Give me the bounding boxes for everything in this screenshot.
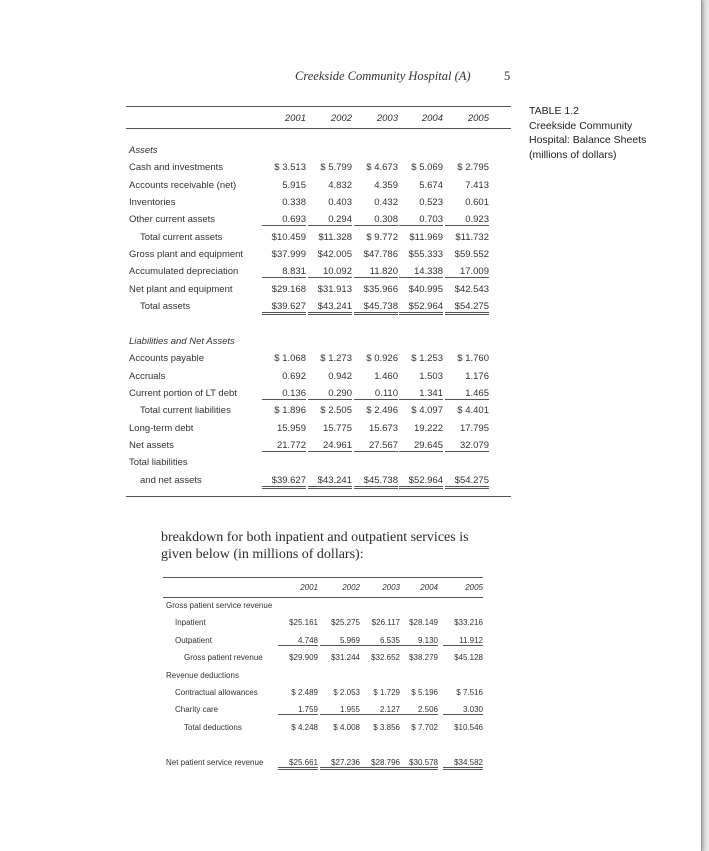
row-label: Revenue deductions bbox=[166, 670, 239, 680]
caption-line: (millions of dollars) bbox=[529, 148, 617, 161]
row-label: Total deductions bbox=[184, 722, 242, 732]
cell-value: $28.796 bbox=[360, 758, 400, 770]
row-label: Gross plant and equipment bbox=[129, 249, 244, 261]
cell-value: $11.969 bbox=[409, 231, 443, 243]
cell-value: $25.161 bbox=[289, 618, 318, 628]
year-header: 2004 bbox=[420, 583, 438, 592]
row-label: Net patient service revenue bbox=[166, 757, 264, 767]
body-line: given below (in millions of dollars): bbox=[161, 547, 364, 562]
row-label: Net plant and equipment bbox=[129, 283, 233, 295]
cell-value: 0.294 bbox=[308, 214, 352, 226]
cell-value: $54.275 bbox=[445, 475, 489, 489]
cell-value: $ 1.760 bbox=[457, 353, 489, 365]
cell-value: $43.241 bbox=[308, 301, 352, 315]
cell-value: $ 2.505 bbox=[320, 405, 352, 417]
cell-value: $30.578 bbox=[398, 758, 438, 770]
cell-value: $ 3.513 bbox=[274, 162, 306, 174]
revenue-table-header-rule bbox=[163, 597, 483, 598]
year-header: 2003 bbox=[376, 113, 398, 124]
cell-value: 15.673 bbox=[368, 422, 398, 434]
cell-value: $38.279 bbox=[409, 653, 438, 663]
cell-value: $11.328 bbox=[318, 231, 352, 243]
cell-value: 1.341 bbox=[399, 388, 443, 400]
table-header-rule bbox=[126, 128, 511, 129]
cell-value: $ 1.068 bbox=[274, 353, 306, 365]
cell-value: 0.338 bbox=[282, 197, 306, 209]
cell-value: 24.961 bbox=[308, 440, 352, 452]
running-title: Creekside Community Hospital (A) bbox=[295, 69, 471, 83]
row-label: Inventories bbox=[129, 197, 176, 209]
cell-value: $52.964 bbox=[399, 475, 443, 489]
cell-value: $35.966 bbox=[363, 283, 398, 295]
cell-value: $ 7.516 bbox=[456, 688, 483, 697]
caption-line: Hospital: Balance Sheets bbox=[529, 134, 647, 146]
row-label: Accounts payable bbox=[129, 353, 204, 365]
row-label: Charity care bbox=[175, 705, 219, 715]
cell-value: 0.308 bbox=[354, 214, 398, 226]
cell-value: $29.168 bbox=[271, 283, 306, 295]
table-caption bbox=[529, 104, 669, 162]
cell-value: $ 4.673 bbox=[366, 162, 398, 174]
cell-value: 0.703 bbox=[399, 214, 443, 226]
row-label: Cash and investments bbox=[129, 162, 223, 174]
row-label: Total assets bbox=[140, 301, 191, 313]
year-header: 2001 bbox=[284, 113, 306, 124]
caption-line: Creekside Community bbox=[529, 119, 633, 132]
cell-value: 10.092 bbox=[308, 266, 352, 278]
cell-value: $ 0.926 bbox=[366, 353, 398, 365]
cell-value: $34.582 bbox=[443, 758, 483, 770]
cell-value: 0.942 bbox=[328, 370, 352, 382]
cell-value: 14.338 bbox=[399, 266, 443, 278]
cell-value: $37.999 bbox=[271, 249, 306, 261]
cell-value: 5.915 bbox=[282, 179, 306, 191]
cell-value: 4.748 bbox=[278, 636, 318, 646]
cell-value: 3.030 bbox=[443, 705, 483, 715]
cell-value: 1.955 bbox=[320, 705, 360, 715]
cell-value: $ 1.896 bbox=[274, 405, 306, 417]
row-label: Gross patient revenue bbox=[184, 653, 263, 663]
cell-value: 15.959 bbox=[276, 422, 306, 434]
row-label: Net assets bbox=[129, 439, 174, 451]
cell-value: 0.693 bbox=[262, 214, 306, 226]
cell-value: 15.775 bbox=[322, 422, 352, 434]
year-header: 2005 bbox=[465, 583, 483, 592]
row-label: Accumulated depreciation bbox=[129, 266, 239, 278]
cell-value: 8.831 bbox=[262, 266, 306, 278]
year-header: 2001 bbox=[300, 583, 318, 592]
cell-value: $ 5.069 bbox=[411, 162, 443, 174]
cell-value: 0.110 bbox=[354, 388, 398, 400]
cell-value: 5.674 bbox=[419, 179, 443, 191]
cell-value: $42.543 bbox=[454, 283, 489, 295]
table-top-rule bbox=[126, 106, 511, 107]
cell-value: $10.459 bbox=[271, 231, 306, 243]
cell-value: 0.290 bbox=[308, 388, 352, 400]
cell-value: $ 2.053 bbox=[333, 688, 360, 697]
cell-value: $ 1.729 bbox=[373, 688, 400, 697]
cell-value: $ 1.273 bbox=[320, 353, 352, 365]
row-label: Long-term debt bbox=[129, 422, 194, 434]
row-label: Inpatient bbox=[175, 618, 206, 628]
cell-value: 1.460 bbox=[374, 370, 398, 382]
row-label: Accounts receivable (net) bbox=[129, 179, 237, 191]
cell-value: 0.403 bbox=[328, 197, 352, 209]
cell-value: $ 5.799 bbox=[320, 162, 352, 174]
cell-value: $26.117 bbox=[371, 618, 400, 628]
row-label: Contractual allowances bbox=[175, 688, 258, 697]
cell-value: $ 9.772 bbox=[366, 231, 398, 243]
cell-value: 5.969 bbox=[320, 636, 360, 646]
cell-value: $25.661 bbox=[278, 758, 318, 770]
cell-value: 0.923 bbox=[445, 214, 489, 226]
cell-value: 17.009 bbox=[445, 266, 489, 278]
row-label: and net assets bbox=[140, 474, 202, 486]
cell-value: $ 5.196 bbox=[411, 688, 438, 697]
cell-value: 11.912 bbox=[443, 636, 483, 646]
cell-value: $42.005 bbox=[317, 249, 352, 261]
cell-value: $52.964 bbox=[399, 301, 443, 315]
cell-value: $ 4.097 bbox=[411, 405, 443, 417]
cell-value: $31.913 bbox=[317, 283, 352, 295]
table-bottom-rule bbox=[126, 496, 511, 497]
year-header: 2003 bbox=[382, 583, 400, 592]
cell-value: $ 1.253 bbox=[411, 353, 443, 365]
cell-value: 1.465 bbox=[445, 388, 489, 400]
page-number: 5 bbox=[504, 69, 511, 83]
cell-value: $11.732 bbox=[455, 231, 489, 243]
cell-value: 21.772 bbox=[262, 440, 306, 452]
year-header: 2004 bbox=[421, 113, 443, 124]
cell-value: $29.909 bbox=[289, 653, 318, 663]
row-label: Total current assets bbox=[140, 231, 223, 243]
cell-value: $45.128 bbox=[454, 653, 483, 663]
cell-value: 17.795 bbox=[459, 422, 489, 434]
cell-value: $ 7.702 bbox=[411, 722, 438, 732]
row-label: Assets bbox=[129, 145, 158, 156]
cell-value: 2.127 bbox=[360, 705, 400, 715]
cell-value: 1.759 bbox=[278, 705, 318, 715]
cell-value: $31.244 bbox=[331, 653, 360, 663]
row-label: Current portion of LT debt bbox=[129, 387, 237, 399]
row-label: Total current liabilities bbox=[140, 405, 231, 417]
row-label: Total liabilities bbox=[129, 457, 188, 469]
cell-value: $45.738 bbox=[354, 475, 398, 489]
cell-value: 7.413 bbox=[465, 179, 489, 191]
cell-value: 1.176 bbox=[465, 370, 489, 382]
cell-value: 4.832 bbox=[328, 179, 352, 191]
revenue-table-top-rule bbox=[163, 577, 483, 578]
row-label: Other current assets bbox=[129, 214, 216, 226]
row-label: Outpatient bbox=[175, 635, 212, 645]
cell-value: $32.652 bbox=[371, 653, 400, 663]
cell-value: 9.130 bbox=[398, 636, 438, 646]
cell-value: $45.738 bbox=[354, 301, 398, 315]
cell-value: $ 4.401 bbox=[457, 405, 489, 417]
cell-value: 6.535 bbox=[360, 636, 400, 646]
cell-value: $ 4.008 bbox=[333, 722, 360, 732]
row-label: Gross patient service revenue bbox=[166, 601, 273, 610]
caption-line: TABLE 1.2 bbox=[529, 105, 579, 117]
cell-value: $ 4.248 bbox=[291, 722, 318, 732]
year-header: 2002 bbox=[342, 583, 360, 592]
cell-value: 32.079 bbox=[445, 440, 489, 452]
cell-value: $43.241 bbox=[308, 475, 352, 489]
cell-value: $ 2.489 bbox=[291, 688, 318, 697]
cell-value: $ 2.496 bbox=[366, 405, 398, 417]
cell-value: 1.503 bbox=[419, 370, 443, 382]
row-label: Liabilities and Net Assets bbox=[129, 335, 235, 347]
cell-value: 0.432 bbox=[374, 197, 398, 209]
cell-value: 11.820 bbox=[354, 266, 398, 278]
cell-value: 0.692 bbox=[282, 370, 306, 382]
cell-value: $33.216 bbox=[454, 618, 483, 628]
cell-value: $54.275 bbox=[445, 301, 489, 315]
cell-value: $25.275 bbox=[331, 618, 360, 628]
cell-value: $40.995 bbox=[408, 283, 443, 295]
cell-value: 0.601 bbox=[465, 197, 489, 209]
cell-value: 2.506 bbox=[398, 705, 438, 715]
row-label: Accruals bbox=[129, 370, 166, 382]
year-header: 2005 bbox=[467, 113, 489, 124]
cell-value: $28.149 bbox=[409, 618, 438, 628]
cell-value: $ 2.795 bbox=[457, 162, 489, 174]
cell-value: $47.786 bbox=[363, 249, 398, 261]
cell-value: 27.567 bbox=[354, 440, 398, 452]
cell-value: 19.222 bbox=[413, 422, 443, 434]
cell-value: 29.645 bbox=[399, 440, 443, 452]
body-line: breakdown for both inpatient and outpatient services is bbox=[161, 530, 469, 545]
cell-value: $59.552 bbox=[454, 249, 489, 261]
cell-value: $39.627 bbox=[262, 301, 306, 315]
year-header: 2002 bbox=[330, 113, 352, 124]
cell-value: $39.627 bbox=[262, 475, 306, 489]
cell-value: 4.359 bbox=[374, 179, 398, 191]
cell-value: 0.523 bbox=[419, 197, 443, 209]
cell-value: $27.236 bbox=[320, 758, 360, 770]
cell-value: $55.333 bbox=[408, 249, 443, 261]
cell-value: $ 3.856 bbox=[373, 722, 400, 732]
cell-value: 0.136 bbox=[262, 388, 306, 400]
body-paragraph bbox=[161, 529, 481, 563]
cell-value: $10.546 bbox=[454, 722, 483, 732]
